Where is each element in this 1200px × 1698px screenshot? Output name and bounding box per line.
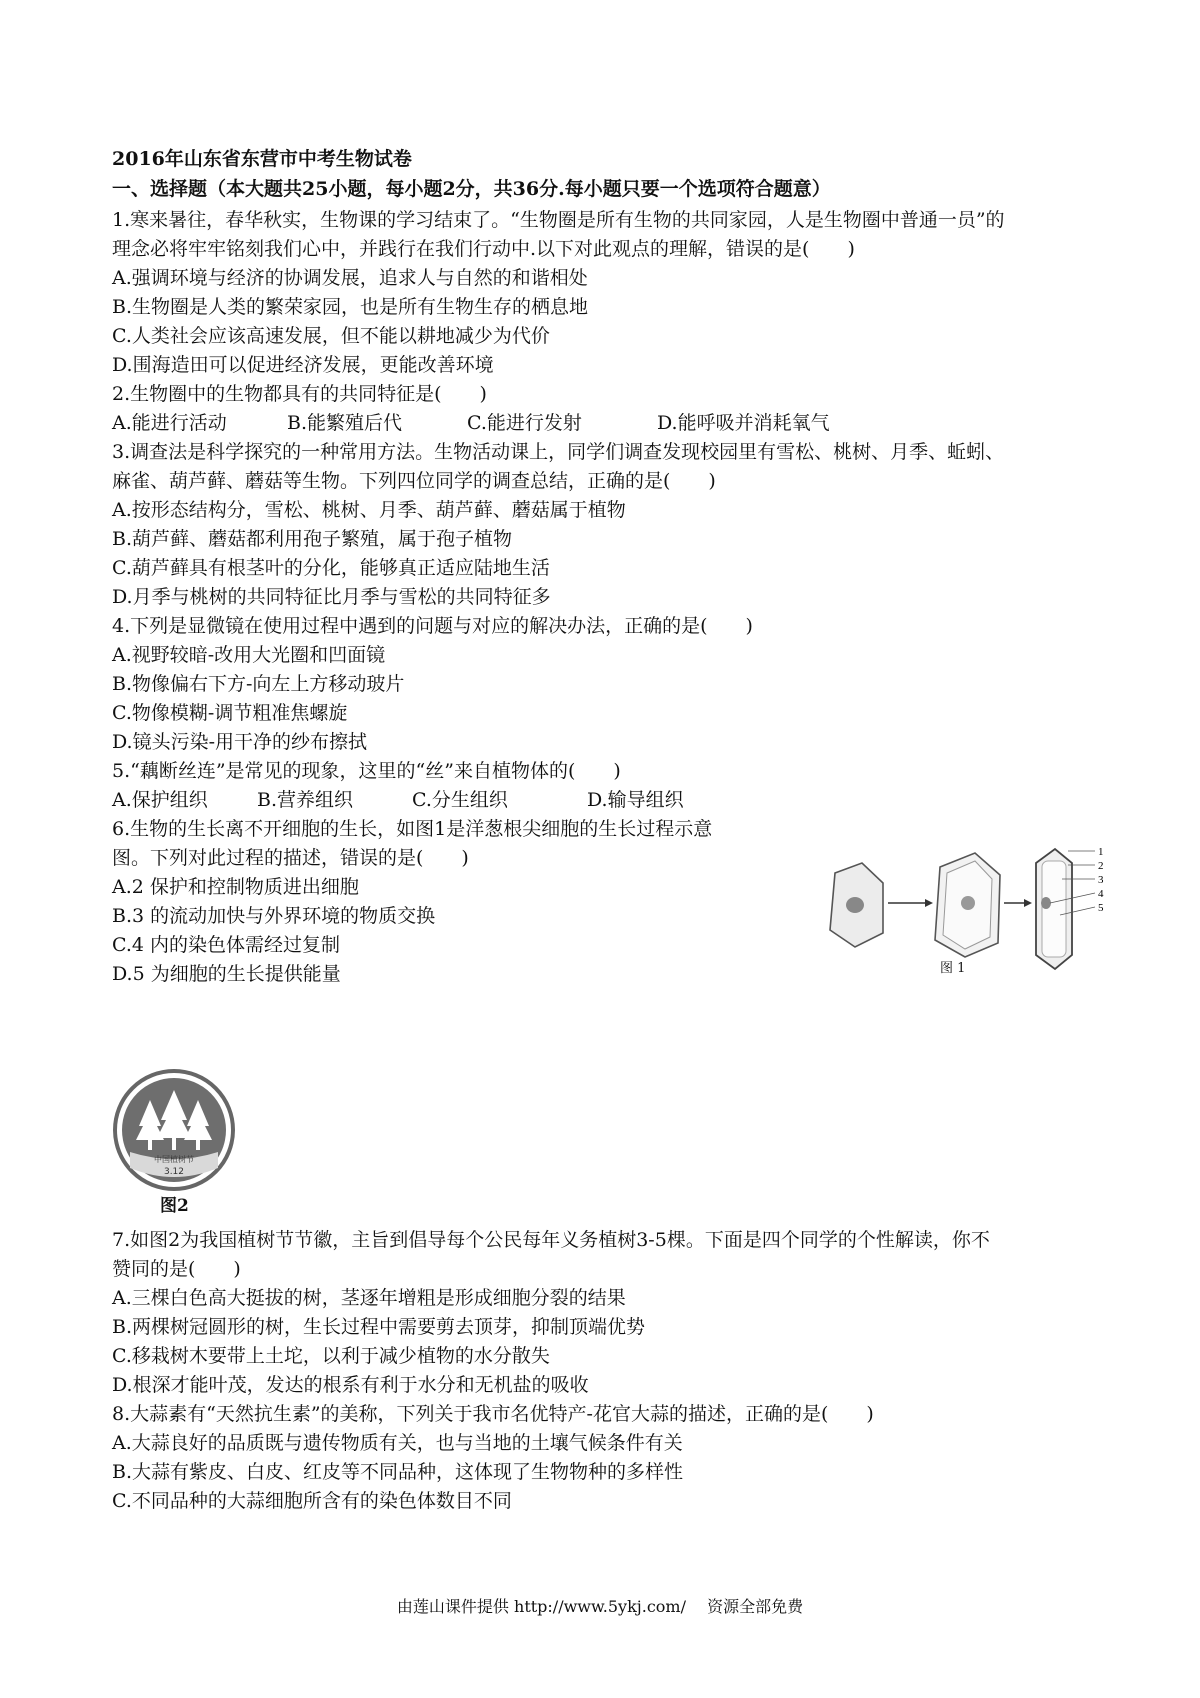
q8-option-b: B.大蒜有紫皮、白皮、红皮等不同品种，这体现了生物物种的多样性: [112, 1461, 684, 1483]
small-cell-nucleus: [846, 897, 864, 913]
figure-1-label-5: 5: [1098, 902, 1104, 914]
figure-1-label-2: 2: [1098, 860, 1104, 872]
large-cell-nucleus: [1041, 897, 1051, 909]
figure-1-label-1: 1: [1098, 846, 1104, 858]
q1-option-b: B.生物圈是人类的繁荣家园，也是所有生物生存的栖息地: [112, 296, 589, 318]
q1-option-c: C.人类社会应该高速发展，但不能以耕地减少为代价: [112, 325, 550, 347]
medium-cell-nucleus: [961, 896, 975, 910]
q4-option-b: B.物像偏右下方-向左上方移动玻片: [112, 673, 405, 695]
trunk-right: [196, 1140, 200, 1150]
section-heading: 一、选择题（本大题共25小题，每小题2分，共36分.每小题只要一个选项符合题意）: [112, 178, 831, 200]
q5-stem: 5.“藕断丝连”是常见的现象，这里的“丝”来自植物体的( ): [112, 760, 621, 782]
q4-option-c: C.物像模糊-调节粗准焦螺旋: [112, 702, 348, 724]
q3-stem-line2: 麻雀、葫芦藓、蘑菇等生物。下列四位同学的调查总结，正确的是( ): [112, 470, 716, 492]
q1-option-a: A.强调环境与经济的协调发展，追求人与自然的和谐相处: [112, 267, 588, 289]
large-cell-vacuole: [1042, 861, 1066, 957]
page-footer: 由莲山课件提供 http://www.5ykj.com/ 资源全部免费: [396, 1597, 804, 1616]
q2-stem: 2.生物圈中的生物都具有的共同特征是( ): [112, 383, 487, 405]
q6-stem-line1: 6.生物的生长离不开细胞的生长，如图1是洋葱根尖细胞的生长过程示意: [112, 818, 713, 840]
q5-option-a: A.保护组织: [112, 789, 208, 811]
q4-stem: 4.下列是显微镜在使用过程中遇到的问题与对应的解决办法，正确的是( ): [112, 615, 753, 637]
q8-stem: 8.大蒜素有“天然抗生素”的美称，下列关于我市名优特产-花官大蒜的描述，正确的是( ): [112, 1403, 874, 1425]
trunk-left: [148, 1140, 152, 1150]
q3-option-d: D.月季与桃树的共同特征比月季与雪松的共同特征多: [112, 586, 551, 608]
q2-option-a: A.能进行活动: [112, 412, 227, 434]
q2-option-b: B.能繁殖后代: [287, 412, 403, 434]
figure-1-label-3: 3: [1098, 874, 1104, 886]
q5-option-b: B.营养组织: [257, 789, 354, 811]
trunk-center: [172, 1138, 176, 1150]
figure-2-caption: 图2: [160, 1196, 189, 1216]
q7-option-b: B.两棵树冠圆形的树，生长过程中需要剪去顶芽，抑制顶端优势: [112, 1316, 646, 1338]
q1-option-d: D.围海造田可以促进经济发展，更能改善环境: [112, 354, 494, 376]
q6-option-c: C.4 内的染色体需经过复制: [112, 934, 341, 956]
q7-option-a: A.三棵白色高大挺拔的树，茎逐年增粗是形成细胞分裂的结果: [112, 1287, 626, 1309]
q4-option-d: D.镜头污染-用干净的纱布擦拭: [112, 731, 368, 753]
q7-stem-line2: 赞同的是( ): [112, 1258, 241, 1280]
q4-option-a: A.视野较暗-改用大光圈和凹面镜: [112, 644, 386, 666]
figure-1-cell-growth: [810, 845, 1110, 975]
figure-1-label-4: 4: [1098, 888, 1104, 900]
emblem-date: 3.12: [163, 1167, 185, 1177]
growth-arrow-2-head: [1024, 899, 1032, 907]
q6-option-b: B.3 的流动加快与外界环境的物质交换: [112, 905, 436, 927]
q6-option-a: A.2 保护和控制物质进出细胞: [112, 876, 359, 898]
growth-arrow-1-head: [925, 899, 933, 907]
page-title: 2016年山东省东营市中考生物试卷: [112, 148, 412, 170]
q3-option-b: B.葫芦藓、蘑菇都利用孢子繁殖，属于孢子植物: [112, 528, 513, 550]
q8-option-c: C.不同品种的大蒜细胞所含有的染色体数目不同: [112, 1490, 512, 1512]
q3-option-c: C.葫芦藓具有根茎叶的分化，能够真正适应陆地生活: [112, 557, 550, 579]
q5-option-c: C.分生组织: [412, 789, 508, 811]
q1-stem-line1: 1.寒来暑往，春华秋实，生物课的学习结束了。“生物圈是所有生物的共同家园，人是生物圈中普通一员”的: [112, 209, 1005, 231]
q7-stem-line1: 7.如图2为我国植树节节徽，主旨到倡导每个公民每年义务植树3-5棵。下面是四个同学的个性解读，你不: [112, 1229, 990, 1251]
q2-option-c: C.能进行发射: [467, 412, 582, 434]
figure-2-arbor-day-emblem: [112, 1068, 237, 1193]
q7-option-d: D.根深才能叶茂，发达的根系有利于水分和无机盐的吸收: [112, 1374, 589, 1396]
q8-option-a: A.大蒜良好的品质既与遗传物质有关，也与当地的土壤气候条件有关: [112, 1432, 683, 1454]
q7-option-c: C.移栽树木要带上土坨，以利于减少植物的水分散失: [112, 1345, 550, 1367]
q2-option-d: D.能呼吸并消耗氧气: [657, 412, 830, 434]
q6-stem-line2: 图。下列对此过程的描述，错误的是( ): [112, 847, 469, 869]
q3-option-a: A.按形态结构分，雪松、桃树、月季、葫芦藓、蘑菇属于植物: [112, 499, 626, 521]
emblem-text: 中国植树节: [154, 1155, 194, 1164]
q1-stem-line2: 理念必将牢牢铭刻我们心中，并践行在我们行动中.以下对此观点的理解，错误的是( ): [112, 238, 855, 260]
q6-option-d: D.5 为细胞的生长提供能量: [112, 963, 341, 985]
q5-option-d: D.输导组织: [587, 789, 684, 811]
figure-1-caption: 图 1: [940, 961, 966, 976]
q3-stem-line1: 3.调查法是科学探究的一种常用方法。生物活动课上，同学们调查发现校园里有雪松、桃树、月季、蚯蚓、: [112, 441, 1005, 463]
